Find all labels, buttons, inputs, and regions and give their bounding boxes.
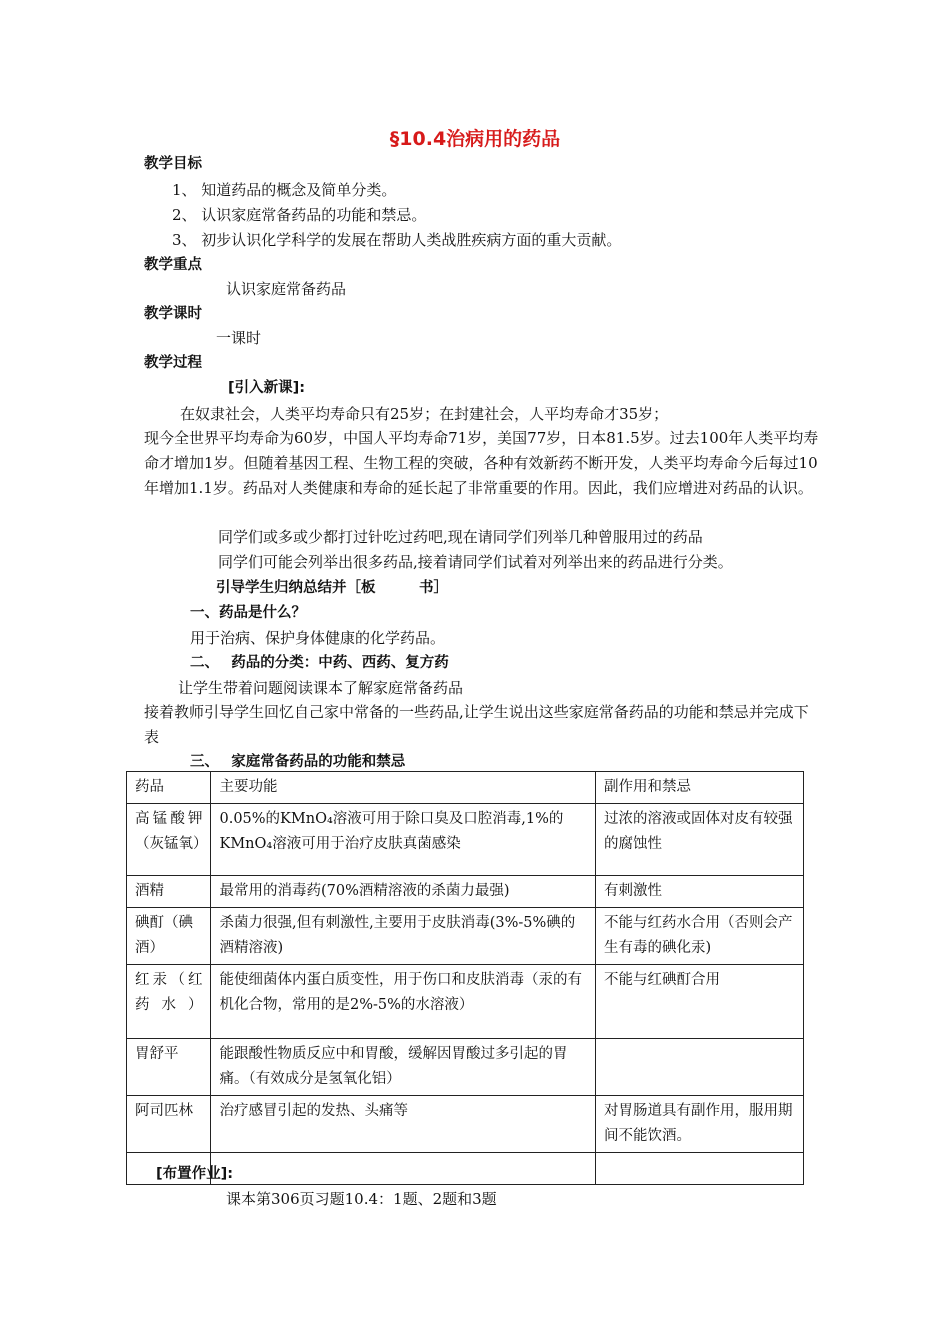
homework-text: 课本第306页习题10.4：1题、2题和3题 — [226, 1190, 497, 1208]
function-cell — [211, 1153, 596, 1185]
function-cell: 能使细菌体内蛋白质变性，用于伤口和皮肤消毒（汞的有机化合物，常用的是2%-5%的水溶液） — [211, 965, 596, 1039]
read-line: 让学生带着问题阅读课本了解家庭常备药品 — [178, 679, 464, 697]
side-effect-cell — [596, 1039, 804, 1096]
drug-cell: 红汞（红药水） — [127, 965, 211, 1039]
medicine-table — [126, 771, 804, 1185]
guide-label: 引导学生归纳总结并［板 书］ — [216, 580, 448, 596]
table-header: 副作用和禁忌 — [596, 772, 804, 804]
section-heading: 一、药品是什么？ — [190, 605, 306, 621]
goal-item: 1、 知道药品的概念及简单分类。 — [172, 181, 397, 199]
intro-paragraph: 现今全世界平均寿命为60岁，中国人平均寿命71岁，美国77岁，日本81.5岁。过去100年人类平均寿命才增加1岁。但随着基因工程、生物工程的突破，各种有效新药不断开发，人类平均寿命今后每过10年增加1.1岁。药品对人类健康和寿命的延长起了非常重要的作用。因此，我们应增进对药品的认识。 — [144, 429, 819, 497]
intro-line: 在奴隶社会，人类平均寿命只有25岁；在封建社会，人平均寿命才35岁； — [180, 405, 669, 423]
students-line: 同学们可能会列举出很多药品,接着请同学们试着对列举出来的药品进行分类。 — [218, 553, 733, 571]
drug-cell: 胃舒平 — [127, 1039, 211, 1096]
table-row — [127, 804, 804, 876]
drug-cell: 阿司匹林 — [127, 1096, 211, 1153]
drug-cell: 碘酊（碘酒） — [127, 908, 211, 965]
recall-paragraph: 接着教师引导学生回忆自己家中常备的一些药品,让学生说出这些家庭常备药品的功能和禁忌并完成下表 — [144, 703, 809, 746]
drug-cell: 酒精 — [127, 876, 211, 908]
side-effect-cell: 有刺激性 — [596, 876, 804, 908]
section-heading: 三、 家庭常备药品的功能和禁忌 — [190, 754, 406, 770]
table-row — [127, 965, 804, 1039]
table-header: 主要功能 — [211, 772, 596, 804]
process-heading: 教学过程 — [144, 355, 202, 371]
table-row — [127, 876, 804, 908]
side-effect-cell: 不能与红药水合用（否则会产生有毒的碘化汞) — [596, 908, 804, 965]
hours-text: 一课时 — [216, 329, 262, 347]
focus-heading: 教学重点 — [144, 257, 202, 273]
goal-item: 2、 认识家庭常备药品的功能和禁忌。 — [172, 206, 427, 224]
table-row — [127, 908, 804, 965]
homework-label: [布置作业]: — [156, 1166, 234, 1182]
students-line: 同学们或多或少都打过针吃过药吧,现在请同学们列举几种曾服用过的药品 — [218, 528, 703, 546]
table-row — [127, 1039, 804, 1096]
side-effect-cell — [596, 1153, 804, 1185]
function-cell: 能跟酸性物质反应中和胃酸，缓解因胃酸过多引起的胃痛。（有效成分是氢氧化铝） — [211, 1039, 596, 1096]
table-row — [127, 1096, 804, 1153]
section-text: 用于治病、保护身体健康的化学药品。 — [190, 629, 446, 647]
function-cell: 治疗感冒引起的发热、头痛等 — [211, 1096, 596, 1153]
function-cell: 0.05%的KMnO₄溶液可用于除口臭及口腔消毒,1%的KMnO₄溶液可用于治疗皮肤真菌感染 — [211, 804, 596, 876]
hours-heading: 教学课时 — [144, 306, 202, 322]
goals-heading: 教学目标 — [144, 156, 202, 172]
table-header-row — [127, 772, 804, 804]
table-header: 药品 — [127, 772, 211, 804]
drug-cell: 高锰酸钾（灰锰氧） — [127, 804, 211, 876]
page-title: §10.4治病用的药品 — [389, 128, 561, 150]
side-effect-cell: 过浓的溶液或固体对皮有较强的腐蚀性 — [596, 804, 804, 876]
focus-text: 认识家庭常备药品 — [226, 280, 347, 298]
side-effect-cell: 不能与红碘酊合用 — [596, 965, 804, 1039]
intro-label: [引入新课]: — [228, 380, 306, 396]
function-cell: 最常用的消毒药(70%酒精溶液的杀菌力最强) — [211, 876, 596, 908]
goal-item: 3、 初步认识化学科学的发展在帮助人类战胜疾病方面的重大贡献。 — [172, 231, 622, 249]
side-effect-cell: 对胃肠道具有副作用，服用期间不能饮酒。 — [596, 1096, 804, 1153]
function-cell: 杀菌力很强,但有刺激性,主要用于皮肤消毒(3%-5%碘的酒精溶液) — [211, 908, 596, 965]
section-heading: 二、 药品的分类：中药、西药、复方药 — [190, 655, 449, 671]
